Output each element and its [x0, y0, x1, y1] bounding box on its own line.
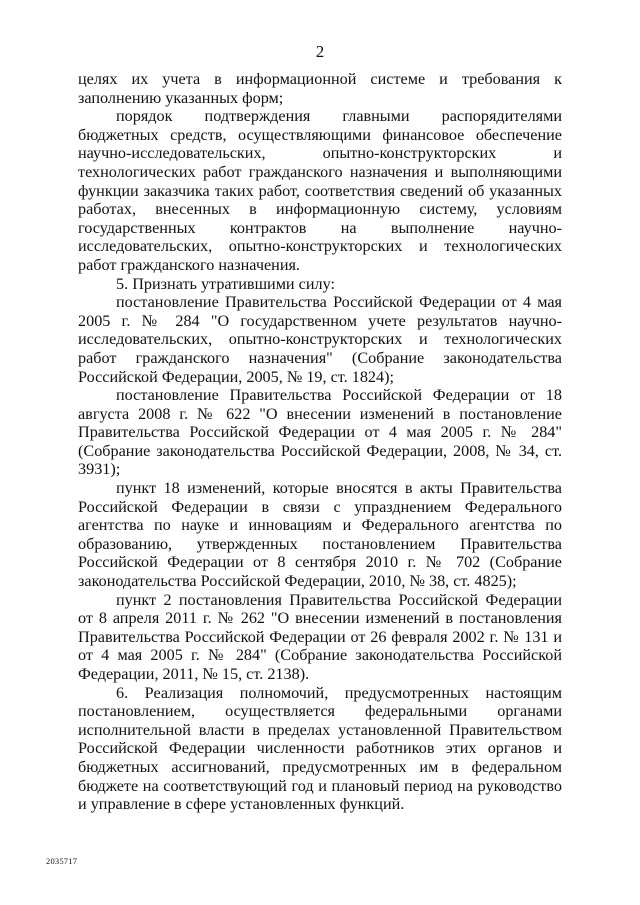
paragraph-repealed-decree-284: постановление Правительства Российской Федерации от 4 мая 2005 г. № 284 "О государственном учете результатов научно-исследовательских, опытно-конструкторских и технологических работ гражданского назначения" (Собрание законодательства Российской Федерации, 2005, № 19, ст. 1824); [78, 293, 562, 386]
paragraph-confirmation-procedure: порядок подтверждения главными распорядителями бюджетных средств, осуществляющими финансовое обеспечение научно-исследовательских, опытно-конструкторских и технологических работ гражданского назначения и выполняющими функции заказчика таких работ, соответствия сведений об указанных работах, внесенных в информационную систему, условиям государственных контрактов на выполнение научно-исследовательских, опытно-конструкторских и технологических работ гражданского назначения. [78, 107, 562, 274]
document-code: 2035717 [46, 856, 78, 866]
page-number: 2 [315, 42, 325, 61]
paragraph-continuation: целях их учета в информационной системе и требования к заполнению указанных форм; [78, 70, 562, 107]
paragraph-item-5-heading: 5. Признать утратившими силу: [116, 274, 335, 293]
paragraph-repealed-decree-622: постановление Правительства Российской Федерации от 18 августа 2008 г. № 622 "О внесении изменений в постановление Правительства Российской Федерации от 4 мая 2005 г. № 284" (Собрание законодательства Российской Федерации, 2008, № 34, ст. 3931); [78, 386, 562, 479]
paragraph-item-6-implementation: 6. Реализация полномочий, предусмотренных настоящим постановлением, осуществляется федеральными органами исполнительной власти в пределах установленной Правительством Российской Федерации численности работников этих органов и бюджетных ассигнований, предусмотренных им в федеральном бюджете на соответствующий год и плановый период на руководство и управление в сфере установленных функций. [78, 683, 562, 814]
paragraph-repealed-clause-18: пункт 18 изменений, которые вносятся в акты Правительства Российской Федерации в связи с упразднением Федерального агентства по науке и инновациям и Федерального агентства по образованию, утвержденных постановлением Правительства Российской Федерации от 8 сентября 2010 г. № 702 (Собрание законодательства Российской Федерации, 2010, № 38, ст. 4825); [78, 479, 562, 591]
document-body [78, 70, 562, 814]
paragraph-repealed-clause-2: пункт 2 постановления Правительства Российской Федерации от 8 апреля 2011 г. № 262 "О внесении изменений в постановления Правительства Российской Федерации от 26 февраля 2002 г. № 131 и от 4 мая 2005 г. № 284" (Собрание законодательства Российской Федерации, 2011, № 15, ст. 2138). [78, 590, 562, 683]
